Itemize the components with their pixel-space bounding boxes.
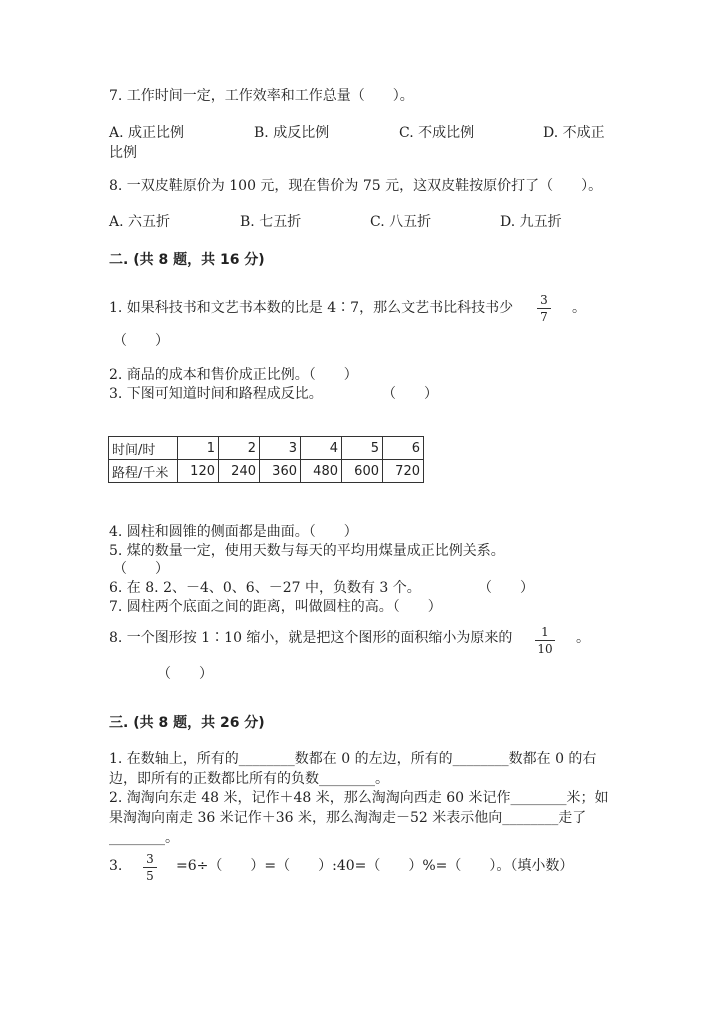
q7-option-d-wrap: 比例 xyxy=(109,145,137,161)
time-distance-table xyxy=(108,436,424,483)
section3-title: 三. (共 8 题，共 26 分) xyxy=(109,715,265,731)
s3-item1: 1. 在数轴上，所有的________数都在 0 的左边，所有的________数都在 0 的右边，即所有的正数都比所有的负数________。 xyxy=(109,751,597,787)
s2-item6-text: 6. 在 8. 2、－4、0、6、－27 中，负数有 3 个。 xyxy=(109,580,421,596)
fraction-numerator: 1 xyxy=(541,625,549,639)
q8-option-c[interactable]: C. 八五折 xyxy=(370,214,432,230)
s3-item3-fraction xyxy=(143,852,157,883)
s2-item8-tail: 。 xyxy=(576,630,590,646)
s2-item8-answer[interactable]: （ ） xyxy=(157,666,213,682)
fraction-numerator: 3 xyxy=(146,852,154,866)
table-cell: 720 xyxy=(383,460,424,483)
s2-item8-text: 8. 一个图形按 1∶10 缩小，就是把这个图形的面积缩小为原来的 xyxy=(109,630,513,646)
s2-item7: 7. 圆柱两个底面之间的距离，叫做圆柱的高。（ ） xyxy=(109,599,442,615)
table-cell: 120 xyxy=(178,460,219,483)
q7-option-d[interactable]: D. 不成正 xyxy=(543,125,605,141)
s2-item3-answer[interactable]: （ ） xyxy=(382,386,438,402)
s2-item5-text: 5. 煤的数量一定，使用天数与每天的平均用煤量成正比例关系。 xyxy=(109,543,505,559)
q7-option-b[interactable]: B. 成反比例 xyxy=(254,125,330,141)
s2-item2: 2. 商品的成本和售价成正比例。（ ） xyxy=(109,367,358,383)
s2-item8-fraction xyxy=(535,625,555,656)
q7-stem: 7. 工作时间一定，工作效率和工作总量（ ）。 xyxy=(109,88,414,104)
s2-item1-text: 1. 如果科技书和文艺书本数的比是 4∶7，那么文艺书比科技书少 xyxy=(109,300,514,316)
s2-item1-fraction xyxy=(537,293,551,324)
fraction-denominator: 5 xyxy=(146,869,154,883)
table-cell: 600 xyxy=(342,460,383,483)
table-cell: 5 xyxy=(342,437,383,460)
s2-item6-answer[interactable]: （ ） xyxy=(478,580,534,596)
fraction-bar xyxy=(143,867,157,868)
s2-item3-text: 3. 下图可知道时间和路程成反比。 xyxy=(109,386,323,402)
table-row xyxy=(109,460,424,483)
table-header-cell: 路程/千米 xyxy=(109,460,178,483)
fraction-bar xyxy=(537,308,551,309)
q8-option-b[interactable]: B. 七五折 xyxy=(240,214,302,230)
table-cell: 360 xyxy=(260,460,301,483)
table-cell: 2 xyxy=(219,437,260,460)
q7-option-a[interactable]: A. 成正比例 xyxy=(109,125,185,141)
section2-title: 二. (共 8 题，共 16 分) xyxy=(109,252,265,268)
table-cell: 4 xyxy=(301,437,342,460)
s3-item3-label: 3. xyxy=(109,858,123,874)
table-cell: 3 xyxy=(260,437,301,460)
s2-item5-answer[interactable]: （ ） xyxy=(113,561,169,577)
q8-stem: 8. 一双皮鞋原价为 100 元，现在售价为 75 元，这双皮鞋按原价打了（ ）。 xyxy=(109,178,603,194)
q7-option-c[interactable]: C. 不成比例 xyxy=(399,125,475,141)
table-cell: 6 xyxy=(383,437,424,460)
s3-item3-rest: =6÷（ ）=（ ）:40=（ ）%=（ ）。（填小数） xyxy=(176,858,574,874)
table-cell: 240 xyxy=(219,460,260,483)
s3-item2: 2. 淘淘向东走 48 米，记作＋48 米，那么淘淘向西走 60 米记作________米；如果淘淘向南走 36 米记作＋36 米，那么淘淘走－52 米表示他向________走了________。 xyxy=(109,790,609,846)
s2-item1-tail: 。 xyxy=(572,300,586,316)
table-header-cell: 时间/时 xyxy=(109,437,178,460)
table-row xyxy=(109,437,424,460)
fraction-denominator: 7 xyxy=(540,310,548,324)
table-cell: 1 xyxy=(178,437,219,460)
q8-option-a[interactable]: A. 六五折 xyxy=(109,214,171,230)
fraction-denominator: 10 xyxy=(537,642,553,656)
s2-item1-answer[interactable]: （ ） xyxy=(113,333,169,349)
q8-option-d[interactable]: D. 九五折 xyxy=(500,214,562,230)
s2-item4: 4. 圆柱和圆锥的侧面都是曲面。（ ） xyxy=(109,524,358,540)
table-cell: 480 xyxy=(301,460,342,483)
fraction-numerator: 3 xyxy=(540,293,548,307)
fraction-bar xyxy=(535,640,555,641)
